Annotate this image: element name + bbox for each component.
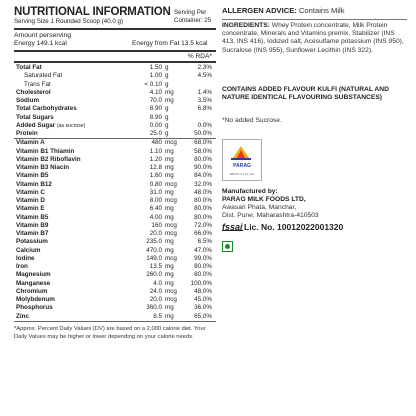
nutrient-name	[16, 288, 48, 296]
nutrient-quantity: 1.10	[149, 147, 162, 155]
nutrient-name-text: Vitamin B12	[16, 180, 52, 188]
license-number: Lic. No. 10012022001320	[244, 221, 344, 232]
nutrient-rda-percent: 2.3%	[197, 64, 212, 71]
nutrient-name-text: Manganese	[16, 279, 51, 287]
nutrient-name-text: Protein	[16, 130, 38, 137]
nutrient-quantity: 13.5	[149, 263, 162, 270]
nutrient-quantity: 1.20	[149, 155, 162, 163]
nutrient-unit: mg	[165, 213, 174, 221]
nutrient-rda-percent: 66.0%	[194, 230, 212, 237]
nutrient-name	[16, 205, 45, 213]
nutrient-unit: mg	[165, 188, 174, 196]
nutrient-unit: mcg	[165, 254, 177, 262]
nutrient-name	[16, 255, 35, 263]
nutrient-name	[16, 230, 48, 238]
nutrient-quantity: 235.0	[146, 238, 162, 246]
nutrient-quantity: 25.0	[149, 130, 162, 137]
nutrient-name	[16, 130, 38, 138]
nutrient-name	[16, 105, 77, 113]
nutrient-unit: g	[165, 130, 169, 137]
nutrient-name-text: Vitamin B3 Niacin	[16, 164, 70, 171]
serving-size: Serving Size 1 Rounded Scoop (40.0 g)	[14, 18, 124, 25]
nutrient-name	[16, 296, 55, 304]
nutrient-name-suffix: (as sucrose)	[56, 122, 86, 129]
nutrient-quantity: 1.00	[149, 72, 162, 80]
label-info-column	[222, 6, 407, 252]
nutrient-unit: mg	[165, 97, 174, 104]
fssai-license-row	[222, 223, 407, 235]
nutrient-rda-percent: 80.0%	[194, 263, 212, 270]
nutrient-rda-percent: 4.5%	[197, 72, 212, 80]
nutrient-row	[14, 139, 216, 147]
nutrient-rda-percent: 65.0%	[194, 312, 212, 320]
nutrient-rda-percent: 84.0%	[194, 172, 212, 180]
nutrient-name-text: Chromium	[16, 287, 48, 295]
nutrient-rda-percent: 48.0%	[194, 287, 212, 295]
nutrient-rda-percent: 47.0%	[194, 246, 212, 254]
fssai-logo: fssai	[222, 221, 243, 232]
nutrient-quantity: 8.00	[149, 197, 162, 204]
nutrient-quantity: 260.0	[146, 271, 162, 279]
amount-per-serving-label: Amount perserving	[14, 32, 72, 39]
energy-from-fat: Energy from Fat 13.5 kcal	[132, 40, 208, 47]
divider	[222, 19, 407, 20]
nutrient-unit: mg	[165, 147, 174, 155]
nutrient-name	[16, 89, 51, 97]
nutrient-name-text: Phosphorus	[16, 304, 53, 312]
nutrient-row	[14, 172, 216, 180]
nutrient-quantity: 480	[151, 139, 162, 147]
nutrient-quantity: 1.50	[149, 64, 162, 71]
nutrient-name	[16, 181, 52, 189]
divider	[14, 321, 216, 322]
sucrose-note: *No added Sucrose.	[222, 116, 282, 124]
manufacturer-info	[222, 188, 407, 221]
nutrient-quantity: < 0.10	[144, 80, 162, 88]
nutrient-rda-percent: 80.0%	[194, 213, 212, 221]
nutrient-row	[14, 255, 216, 263]
nutrient-quantity: 4.0	[153, 279, 162, 287]
nutrient-name	[16, 189, 45, 197]
nutrient-name	[16, 313, 29, 321]
nutrient-row	[14, 214, 216, 222]
energy-row	[14, 40, 216, 50]
nutrient-row	[14, 130, 216, 138]
ingredients-label: INGREDIENTS:	[222, 22, 270, 29]
nutrient-unit: g	[165, 64, 169, 71]
nutrient-name-text: Vitamin B7	[16, 230, 49, 237]
nutrient-unit: mcg	[165, 230, 177, 237]
nutrient-name-text: Vitamin B1 Thiamin	[16, 147, 75, 155]
nutrient-unit: mcg	[165, 197, 177, 204]
nutrient-name-text: Added Sugar	[16, 121, 56, 129]
nutrient-rda-percent: 80.0%	[194, 197, 212, 204]
nutrient-rda-percent: 45.0%	[194, 296, 212, 303]
nutrient-unit: g	[165, 121, 169, 129]
nutrient-name-text: Iron	[16, 263, 28, 270]
nutrient-rda-percent: 32.0%	[194, 180, 212, 188]
nutrient-rda-percent: 50.0%	[194, 130, 212, 137]
nutrient-name-text: Cholesterol	[16, 88, 51, 96]
nutrient-row	[14, 304, 216, 312]
nutrient-row	[14, 72, 216, 80]
nutrient-name-text: Vitamin E	[16, 205, 45, 213]
allergen-text: Contains Milk	[298, 6, 345, 15]
allergen-label: ALLERGEN ADVICE:	[222, 6, 297, 15]
nutrient-unit: mg	[165, 304, 174, 312]
nutrient-table	[14, 64, 216, 321]
nutrient-row	[14, 288, 216, 296]
nutrient-row	[14, 238, 216, 246]
nutrient-row	[14, 114, 216, 122]
nutrient-rda-percent: 80.0%	[194, 271, 212, 279]
nutrient-name	[16, 280, 50, 288]
nutrient-row	[14, 222, 216, 230]
nutrient-rda-percent: 80.0%	[194, 205, 212, 213]
nutrient-quantity: 12.8	[149, 164, 162, 171]
energy-value: Energy 149.1 kcal	[14, 40, 67, 47]
parag-logo-icon	[231, 144, 251, 160]
nutrient-name	[16, 64, 42, 72]
nutrient-unit: mg	[165, 271, 174, 279]
nutrient-row	[14, 89, 216, 97]
nutrient-name	[16, 156, 81, 164]
nutrient-name	[16, 122, 85, 130]
nutrient-quantity: 470.0	[146, 246, 162, 254]
nutrient-name	[16, 97, 39, 105]
nutrient-name-text: Molybdenum	[16, 296, 55, 303]
nutrient-unit: mg	[165, 155, 174, 163]
nutrient-quantity: 70.0	[149, 97, 162, 104]
servings-per-container: Serving Per Container: 25	[174, 9, 212, 24]
nutrient-row	[14, 247, 216, 255]
nutrient-name	[16, 114, 54, 122]
nutrient-row	[14, 189, 216, 197]
nutrient-row	[14, 263, 216, 271]
nutrient-name	[16, 271, 51, 279]
nutrient-name-text: Total Fat	[16, 64, 42, 71]
nutrient-name	[16, 247, 41, 255]
rda-header: % RDA*	[187, 53, 212, 60]
nutrient-quantity: 1.60	[149, 172, 162, 180]
nutrient-name-text: Total Carbohydrates	[16, 105, 77, 113]
nutrient-unit: mg	[165, 164, 174, 171]
nutrient-rda-percent: 90.0%	[194, 164, 212, 171]
nutrient-unit: mg	[165, 246, 174, 254]
nutrient-name	[16, 148, 74, 156]
nutrient-quantity: 160	[151, 221, 162, 229]
nutrient-name	[24, 81, 51, 89]
nutrient-name	[16, 172, 48, 180]
nutrient-name-text: Vitamin B2 Riboflavin	[16, 155, 81, 163]
nutrient-rda-percent: 36.0%	[194, 304, 212, 312]
nutrient-name-text: Vitamin C	[16, 188, 45, 196]
rda-header-row	[14, 52, 216, 61]
nutrient-row	[14, 81, 216, 89]
vegetarian-mark-icon	[222, 241, 233, 252]
nutrient-rda-percent: 0.0%	[197, 121, 212, 129]
nutrient-name-text: Sodium	[16, 97, 40, 104]
nutrient-row	[14, 105, 216, 113]
divider	[14, 61, 216, 63]
ingredients	[222, 22, 407, 55]
nutrient-name-text: Iodine	[16, 254, 35, 262]
nutrient-row	[14, 197, 216, 205]
address-line-2: Dist. Pune, Maharashtra-410503	[222, 212, 319, 220]
nutrient-rda-percent: 72.0%	[194, 221, 212, 229]
divider	[14, 28, 216, 30]
nutrient-name-text: Vitamin B9	[16, 221, 49, 229]
nutrient-unit: mg	[165, 238, 174, 246]
nutrient-unit: mg	[165, 205, 174, 213]
nutrient-quantity: 0.00	[149, 121, 162, 129]
nutrient-quantity: 20.0	[149, 230, 162, 237]
nutrient-unit: g	[165, 72, 169, 80]
nutrient-rda-percent: 100.0%	[190, 279, 212, 287]
parag-logo	[222, 139, 262, 181]
manufacturer-heading: Manufactured by:	[222, 187, 278, 195]
allergen-advice	[222, 6, 407, 16]
nutrient-quantity: 0.80	[149, 180, 162, 188]
company-name: PARAG MILK FOODS LTD,	[222, 196, 306, 204]
logo-wordmark: PARAG	[233, 162, 251, 169]
nutrient-name-text: Vitamin B5	[16, 213, 49, 221]
nutrition-title: NUTRITIONAL INFORMATION	[14, 6, 171, 18]
nutrient-name	[16, 214, 48, 222]
nutrient-quantity: 4.00	[149, 213, 162, 221]
nutrient-name-text: Calcium	[16, 246, 41, 254]
nutrient-row	[14, 296, 216, 304]
nutrient-rda-percent: 80.0%	[194, 155, 212, 163]
nutrient-unit: mg	[165, 312, 174, 320]
nutrient-row	[14, 181, 216, 189]
nutrient-rda-percent: 68.0%	[194, 139, 212, 147]
nutrient-quantity: 8.5	[153, 312, 162, 320]
nutrient-unit: mcg	[165, 296, 177, 303]
nutrient-rda-percent: 3.5%	[197, 97, 212, 104]
nutrient-row	[14, 280, 216, 288]
nutrient-name	[16, 222, 48, 230]
nutrient-name	[24, 72, 62, 80]
nutrient-name-text: Total Sugars	[16, 113, 54, 121]
nutrient-row	[14, 230, 216, 238]
nutrient-rda-percent: 58.0%	[194, 147, 212, 155]
nutrient-name-text: Saturated Fat	[24, 72, 63, 80]
nutrient-unit: mg	[165, 263, 174, 270]
nutrient-name-text: Trans Fat	[24, 80, 51, 88]
nutrient-name-text: Vitamin A	[16, 139, 45, 147]
nutrient-quantity: 8.90	[149, 113, 162, 121]
nutrient-row	[14, 205, 216, 213]
address-line-1: Awasari Phata, Manchar,	[222, 204, 297, 212]
nutrient-name-text: Zinc	[16, 312, 29, 320]
nutrient-quantity: 31.0	[149, 188, 162, 196]
nutrient-quantity: 20.0	[149, 296, 162, 303]
nutrient-rda-percent: 48.0%	[194, 188, 212, 196]
nutrient-row	[14, 122, 216, 130]
nutrient-unit: mg	[165, 172, 174, 180]
nutrient-unit: mg	[165, 279, 174, 287]
nutrient-name	[16, 139, 45, 147]
nutrient-unit: mcg	[165, 180, 177, 188]
nutrient-name	[16, 197, 45, 205]
nutrient-unit: mcg	[165, 287, 177, 295]
rda-footnote: *Approx. Percent Daily Values (DV) are based on a 2,000 calorie diet. Your Daily Values may be higher or lower depending on your calorie needs.	[14, 325, 206, 340]
nutrient-quantity: 24.0	[149, 287, 162, 295]
logo-tagline: What's in it for you	[229, 171, 255, 176]
flavour-note: CONTAINS ADDED FLAVOUR KULFI (NATURAL AND NATURE IDENTICAL FLAVOURING SUBSTANCES)	[222, 85, 389, 102]
nutrient-unit: mcg	[165, 139, 177, 147]
nutrient-name	[16, 238, 48, 246]
nutrient-unit: g	[165, 105, 169, 113]
nutrient-quantity: 360.0	[146, 304, 162, 312]
nutrient-unit: mcg	[165, 221, 177, 229]
nutrient-rda-percent: 99.0%	[194, 254, 212, 262]
nutrient-rda-percent: 1.4%	[197, 88, 212, 96]
nutrient-name-text: Magnesium	[16, 271, 51, 279]
nutrient-name	[16, 164, 69, 172]
nutrient-unit: g	[165, 113, 169, 121]
nutrient-row	[14, 164, 216, 172]
nutrient-row	[14, 97, 216, 105]
nutrient-unit: mg	[165, 88, 174, 96]
nutrient-row	[14, 148, 216, 156]
nutrient-row	[14, 271, 216, 279]
nutrient-name	[16, 304, 53, 312]
nutrient-quantity: 4.10	[149, 88, 162, 96]
nutrient-name-text: Potassium	[16, 238, 48, 246]
nutrient-name	[16, 263, 28, 271]
nutrient-row	[14, 156, 216, 164]
nutrient-quantity: 6.40	[149, 205, 162, 213]
nutrient-row	[14, 313, 216, 321]
nutrient-quantity: 8.90	[149, 105, 162, 113]
nutrient-rda-percent: 6.5%	[197, 238, 212, 246]
nutrient-rda-percent: 6.8%	[197, 105, 212, 113]
nutrient-unit: g	[165, 80, 169, 88]
ingredients-text: Whey Protein concentrate, Milk Protein concentrate, Minerals and Vitamins premix, Stabilizer (INS 413, INS 416), Iodized salt, Acesulfame potassium (INS 950), Sucralose (INS 955), Sunflower Lecithin (INS 322).	[222, 22, 404, 54]
nutrient-name-text: Vitamin D	[16, 197, 45, 204]
nutrient-quantity: 149.0	[146, 254, 162, 262]
nutrient-row	[14, 64, 216, 72]
nutrition-panel	[14, 6, 216, 341]
nutrient-name-text: Vitamin B5	[16, 172, 49, 180]
